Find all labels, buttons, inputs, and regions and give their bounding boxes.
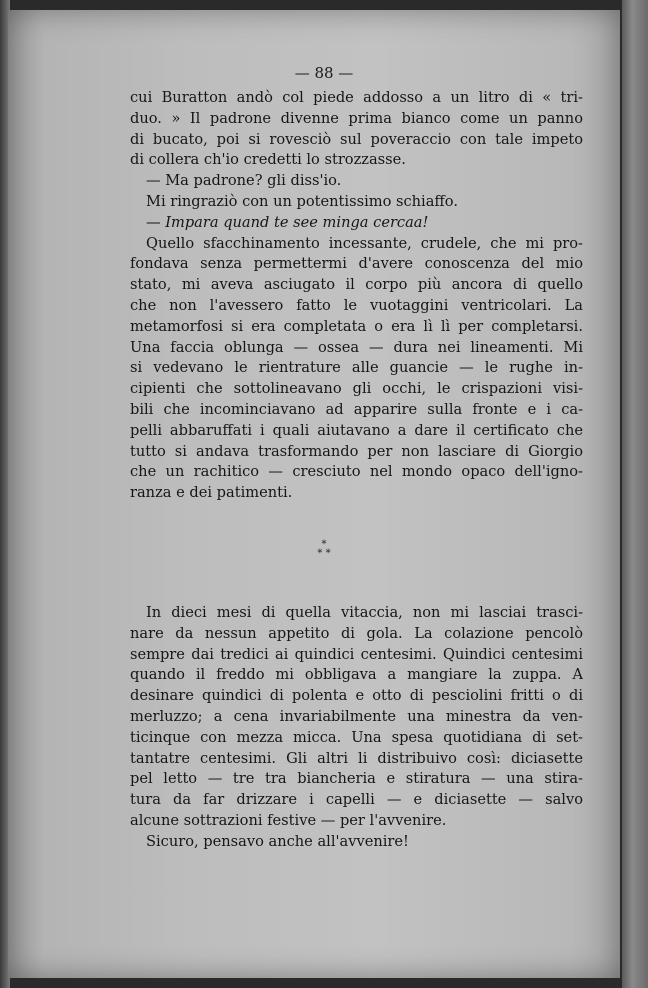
text-line: fondava senza permettermi d'avere conoscenza del mio	[130, 255, 583, 273]
text-line: alcune sottrazioni festive — per l'avvenire.	[130, 811, 447, 829]
text-line: — Impara quand te see minga cercaa!	[146, 213, 429, 231]
book-page-edges	[622, 0, 648, 988]
asterism-bottom-stars: * *	[317, 548, 331, 559]
text-line: tantatre centesimi. Gli altri li distribuivo così: diciasette	[130, 749, 583, 767]
text-line: desinare quindici di polenta e otto di pesciolini fritti o di	[130, 687, 583, 705]
page-number: — 88 —	[294, 64, 354, 82]
text-line: metamorfosi si era completata o era lì lì per completarsi.	[130, 317, 583, 335]
text-line: quando il freddo mi obbligava a mangiare la zuppa. A	[130, 666, 583, 684]
text-block-top	[130, 88, 583, 504]
text-line: Mi ringraziò con un potentissimo schiaffo.	[146, 192, 458, 210]
text-line: che non l'avessero fatto le vuotaggini ventricolari. La	[130, 296, 583, 314]
text-line: di collera ch'io credetti lo strozzasse.	[130, 151, 406, 169]
text-line: duo. » Il padrone divenne prima bianco come un panno	[130, 109, 583, 127]
asterism-top-star: *	[321, 539, 327, 550]
text-line: cui Buratton andò col piede addosso a un litro di « tri-	[130, 89, 583, 106]
text-line: In dieci mesi di quella vitaccia, non mi lasciai trasci-	[146, 604, 583, 621]
text-line: di bucato, poi si rovesciò sul poveraccio con tale impeto	[130, 130, 583, 148]
asterism-separator	[0, 540, 648, 558]
text-block-bottom	[130, 603, 583, 853]
text-line: merluzzo; a cena invariabilmente una minestra da ven-	[130, 707, 583, 725]
text-line: che un rachitico — cresciuto nel mondo opaco dell'igno-	[130, 463, 583, 481]
text-line: Quello sfacchinamento incessante, crudele, che mi pro-	[146, 234, 583, 252]
text-line: ranza e dei patimenti.	[130, 484, 293, 502]
text-line: Sicuro, pensavo anche all'avvenire!	[146, 832, 409, 850]
text-line: Una faccia oblunga — ossea — dura nei lineamenti. Mi	[130, 338, 583, 356]
text-line: nare da nessun appetito di gola. La colazione pencolò	[130, 624, 583, 642]
text-line: ticinque con mezza micca. Una spesa quotidiana di set-	[130, 728, 583, 746]
text-line: tura da far drizzare i capelli — e diciasette — salvo	[130, 791, 583, 809]
text-line: sempre dai tredici ai quindici centesimi. Quindici centesimi	[130, 645, 583, 663]
text-line: pelli abbaruffati i quali aiutavano a dare il certificato che	[130, 421, 583, 439]
text-line: bili che incominciavano ad apparire sulla fronte e i ca-	[130, 400, 583, 418]
text-line: stato, mi aveva asciugato il corpo più ancora di quello	[130, 276, 583, 294]
text-line: pel letto — tre tra biancheria e stiratura — una stira-	[130, 770, 583, 788]
text-line: — Ma padrone? gli diss'io.	[146, 172, 342, 190]
text-line: cipienti che sottolineavano gli occhi, le crispazioni visi-	[130, 380, 583, 398]
text-line: tutto si andava trasformando per non lasciare di Giorgio	[130, 442, 583, 460]
text-line: si vedevano le rientrature alle guancie — le rughe in-	[130, 359, 583, 377]
